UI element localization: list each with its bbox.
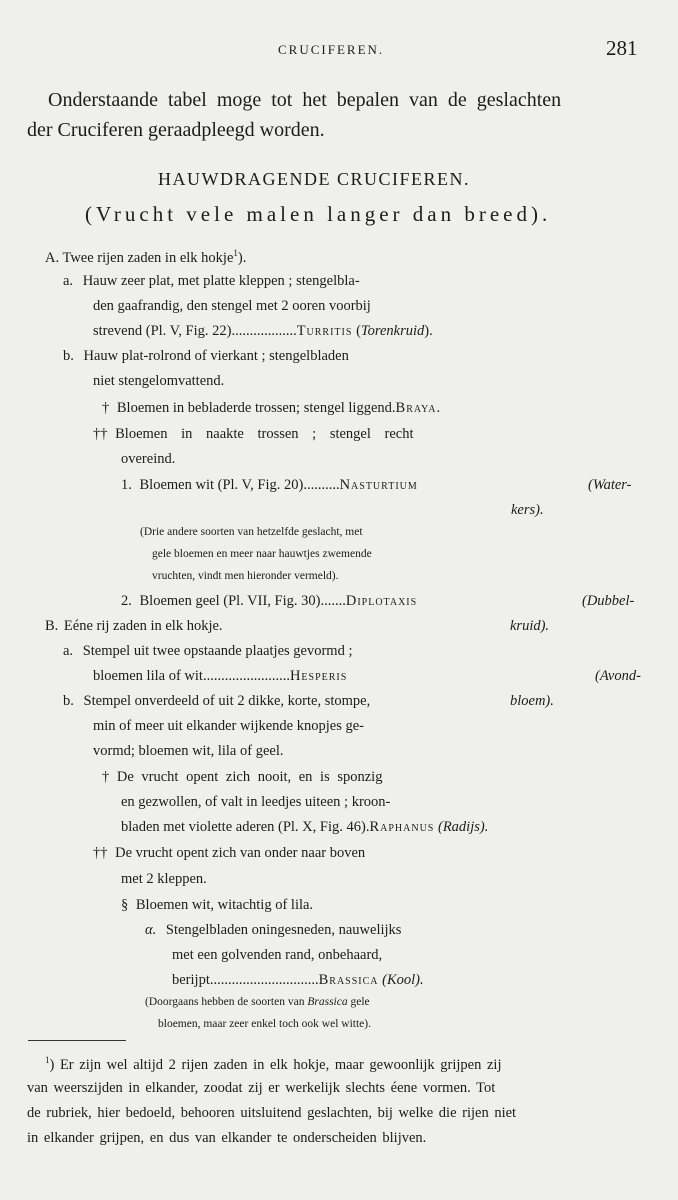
- key-Ba-line2-prefix: bloemen lila of wit: [93, 668, 203, 684]
- key-B-label: B.: [45, 618, 59, 634]
- key-Aa-label: a.: [63, 273, 74, 289]
- key-Bb-alpha-line3: [172, 973, 424, 988]
- key-Aa-dots: ..................: [231, 323, 297, 339]
- note1-line1: (Drie andere soorten van hetzelfde geslacht, met: [140, 526, 363, 538]
- key-Ab-dagger1: [102, 401, 440, 416]
- note2-line1: [145, 997, 370, 1009]
- footnote-mark: 1: [45, 1055, 50, 1065]
- key-Bb-dagger1-text1: De vrucht opent zich nooit, en is sponzig: [116, 769, 383, 785]
- genus-nasturtium: Nasturtium: [339, 477, 418, 493]
- key-Bb-alpha-dots: ..............................: [209, 972, 319, 988]
- key-Ba-text1: Stempel uit twee opstaande plaatjes gevormd ;: [82, 643, 353, 659]
- double-dagger-mark-2: ††: [93, 845, 108, 861]
- key-B-text: Eéne rij zaden in elk hokje.: [63, 618, 223, 634]
- footnote-ref: 1: [233, 248, 238, 258]
- key-Bb-text1: Stempel onverdeeld of uit 2 dikke, korte, stompe,: [83, 693, 371, 709]
- common-name-dubbelkruid-1: (Dubbel-: [582, 593, 635, 609]
- key-Aa-line2: den gaafrandig, den stengel met 2 ooren voorbij: [93, 298, 371, 314]
- key-Ba-line2: [93, 669, 347, 684]
- note1-line2: gele bloemen en meer naar hauwtjes zwemende: [152, 548, 372, 560]
- key-2-dots: .......: [320, 593, 346, 609]
- key-A: [45, 249, 246, 265]
- common-name-kool: (Kool).: [382, 972, 424, 988]
- genus-turritis: Turritis: [296, 323, 353, 339]
- key-Ab-dagger1-text: Bloemen in bebladerde trossen; stengel liggend.: [116, 400, 396, 416]
- key-Ba-dots: ........................: [202, 668, 290, 684]
- key-Ab-text1: Hauw plat-rolrond of vierkant ; stengelbladen: [83, 348, 349, 364]
- footnote-line4: in elkander grijpen, en dus van elkander te onderscheiden blijven.: [27, 1130, 427, 1146]
- key-Bb-alpha-line3-prefix: berijpt: [172, 972, 210, 988]
- alpha-mark: α.: [145, 922, 157, 938]
- intro-line-2: der Cruciferen geraadpleegd worden.: [27, 119, 325, 141]
- key-B: [45, 619, 223, 634]
- key-Bb-section-text: Bloemen wit, witachtig of lila.: [135, 897, 314, 913]
- genus-raphanus: Raphanus: [369, 819, 435, 835]
- double-dagger-mark: ††: [93, 426, 108, 442]
- intro-line-1: Onderstaande tabel moge tot het bepalen van de geslachten: [48, 89, 562, 111]
- common-name-avondbloem-2: bloem).: [510, 693, 554, 709]
- key-Ab-line1: [63, 349, 349, 364]
- footnote-line1: [45, 1056, 502, 1072]
- key-Ba-label: a.: [63, 643, 74, 659]
- note2-suffix: gele: [350, 996, 370, 1008]
- key-Bb-dagger1-line1: [102, 770, 382, 785]
- common-name-avondbloem-1: (Avond-: [595, 668, 641, 684]
- key-Bb-alpha-line1: [145, 923, 401, 938]
- key-A-label: A.: [45, 249, 60, 266]
- common-name-radijs: (Radijs).: [438, 819, 489, 835]
- key-Bb-dagger1-line3-prefix: bladen met violette aderen (Pl. X, Fig. 46).: [121, 819, 370, 835]
- key-Ab-line2: niet stengelomvattend.: [93, 373, 225, 389]
- key-Bb-dagger2-text1: De vrucht opent zich van onder naar boven: [115, 845, 366, 861]
- common-name-waterkers-1: (Water-: [588, 477, 632, 493]
- key-A-text: Twee rijen zaden in elk hokje: [62, 249, 234, 266]
- key-Ba-line1: [63, 644, 352, 659]
- dagger-mark: †: [102, 400, 110, 416]
- genus-braya: Braya: [395, 400, 437, 416]
- genus-brassica: Brassica: [318, 972, 379, 988]
- dagger-mark-2: †: [102, 769, 110, 785]
- key-Bb-line1: [63, 694, 370, 709]
- footnote-line2: van weerszijden in elkander, zoodat zij er werkelijk slechts éene vormen. Tot: [27, 1080, 496, 1096]
- common-name-waterkers-2: kers).: [511, 502, 544, 518]
- genus-hesperis: Hesperis: [289, 668, 348, 684]
- key-Aa-line3: [93, 324, 433, 339]
- key-Ab-label: b.: [63, 348, 74, 364]
- section-title: HAUWDRAGENDE CRUCIFEREN.: [158, 169, 470, 189]
- section-subtitle: (Vrucht vele malen langer dan breed).: [85, 202, 552, 226]
- key-Ab-dagger1-end: .: [436, 400, 441, 416]
- running-title: CRUCIFEREN.: [278, 42, 385, 57]
- key-1-dots: ..........: [303, 477, 340, 493]
- key-Bb-label: b.: [63, 693, 74, 709]
- section-mark: §: [121, 897, 129, 913]
- key-Bb-line3: vormd; bloemen wit, lila of geel.: [93, 743, 284, 759]
- key-Aa-text1: Hauw zeer plat, met platte kleppen ; stengelbla-: [82, 273, 360, 289]
- key-Aa-open: (: [356, 323, 361, 339]
- key-Ab-dagger2-line1: [93, 427, 414, 442]
- note1-line3: vruchten, vindt men hieronder vermeld).: [152, 570, 339, 582]
- genus-diplotaxis: Diplotaxis: [345, 593, 418, 609]
- key-2-label: 2.: [121, 593, 132, 609]
- key-Aa-line3-prefix: strevend (Pl. V, Fig. 22): [93, 323, 232, 339]
- key-2-text: Bloemen geel (Pl. VII, Fig. 30): [139, 593, 321, 609]
- footnote-line3: de rubriek, hier bedoeld, behooren uitsluitend geslachten, bij welke die rijen niet: [27, 1105, 517, 1121]
- common-name-dubbelkruid-2: kruid).: [510, 618, 550, 634]
- note2-brassica: Brassica: [307, 996, 348, 1008]
- key-Bb-dagger1-line3: [121, 820, 488, 835]
- page-number: 281: [606, 36, 638, 60]
- key-Bb-dagger2-line1: [93, 846, 365, 861]
- key-1-text: Bloemen wit (Pl. V, Fig. 20): [139, 477, 304, 493]
- footnote-text1: ) Er zijn wel altijd 2 rijen zaden in elk hokje, maar gewoonlijk grijpen zij: [49, 1056, 502, 1073]
- note2-prefix: (Doorgaans hebben de soorten van: [145, 996, 305, 1008]
- key-Bb-line2: min of meer uit elkander wijkende knopjes ge-: [93, 718, 364, 734]
- key-Ab-dagger2-line2: overeind.: [121, 451, 176, 467]
- key-Bb-dagger2-line2: met 2 kleppen.: [121, 871, 207, 887]
- footnote-rule: [28, 1040, 126, 1041]
- key-Ab-dd-1: [121, 478, 418, 493]
- key-1-label: 1.: [121, 477, 132, 493]
- key-Bb-alpha-line2: met een golvenden rand, onbehaard,: [172, 947, 383, 963]
- key-Bb-alpha-text1: Stengelbladen oningesneden, nauwelijks: [165, 922, 402, 938]
- key-Bb-section: [121, 898, 313, 913]
- note2-line2: bloemen, maar zeer enkel toch ook wel witte).: [158, 1018, 371, 1030]
- common-name-torenkruid: Torenkruid: [360, 323, 425, 339]
- key-Aa-line1: [63, 274, 360, 289]
- key-Ab-dagger2-text1: Bloemen in naakte trossen ; stengel recht: [115, 426, 414, 442]
- key-Ab-dd-2: [121, 594, 417, 609]
- key-A-close: ).: [237, 249, 247, 266]
- key-Aa-close: ).: [424, 323, 433, 339]
- key-Bb-dagger1-line2: en gezwollen, of valt in leedjes uiteen ; kroon-: [121, 794, 391, 810]
